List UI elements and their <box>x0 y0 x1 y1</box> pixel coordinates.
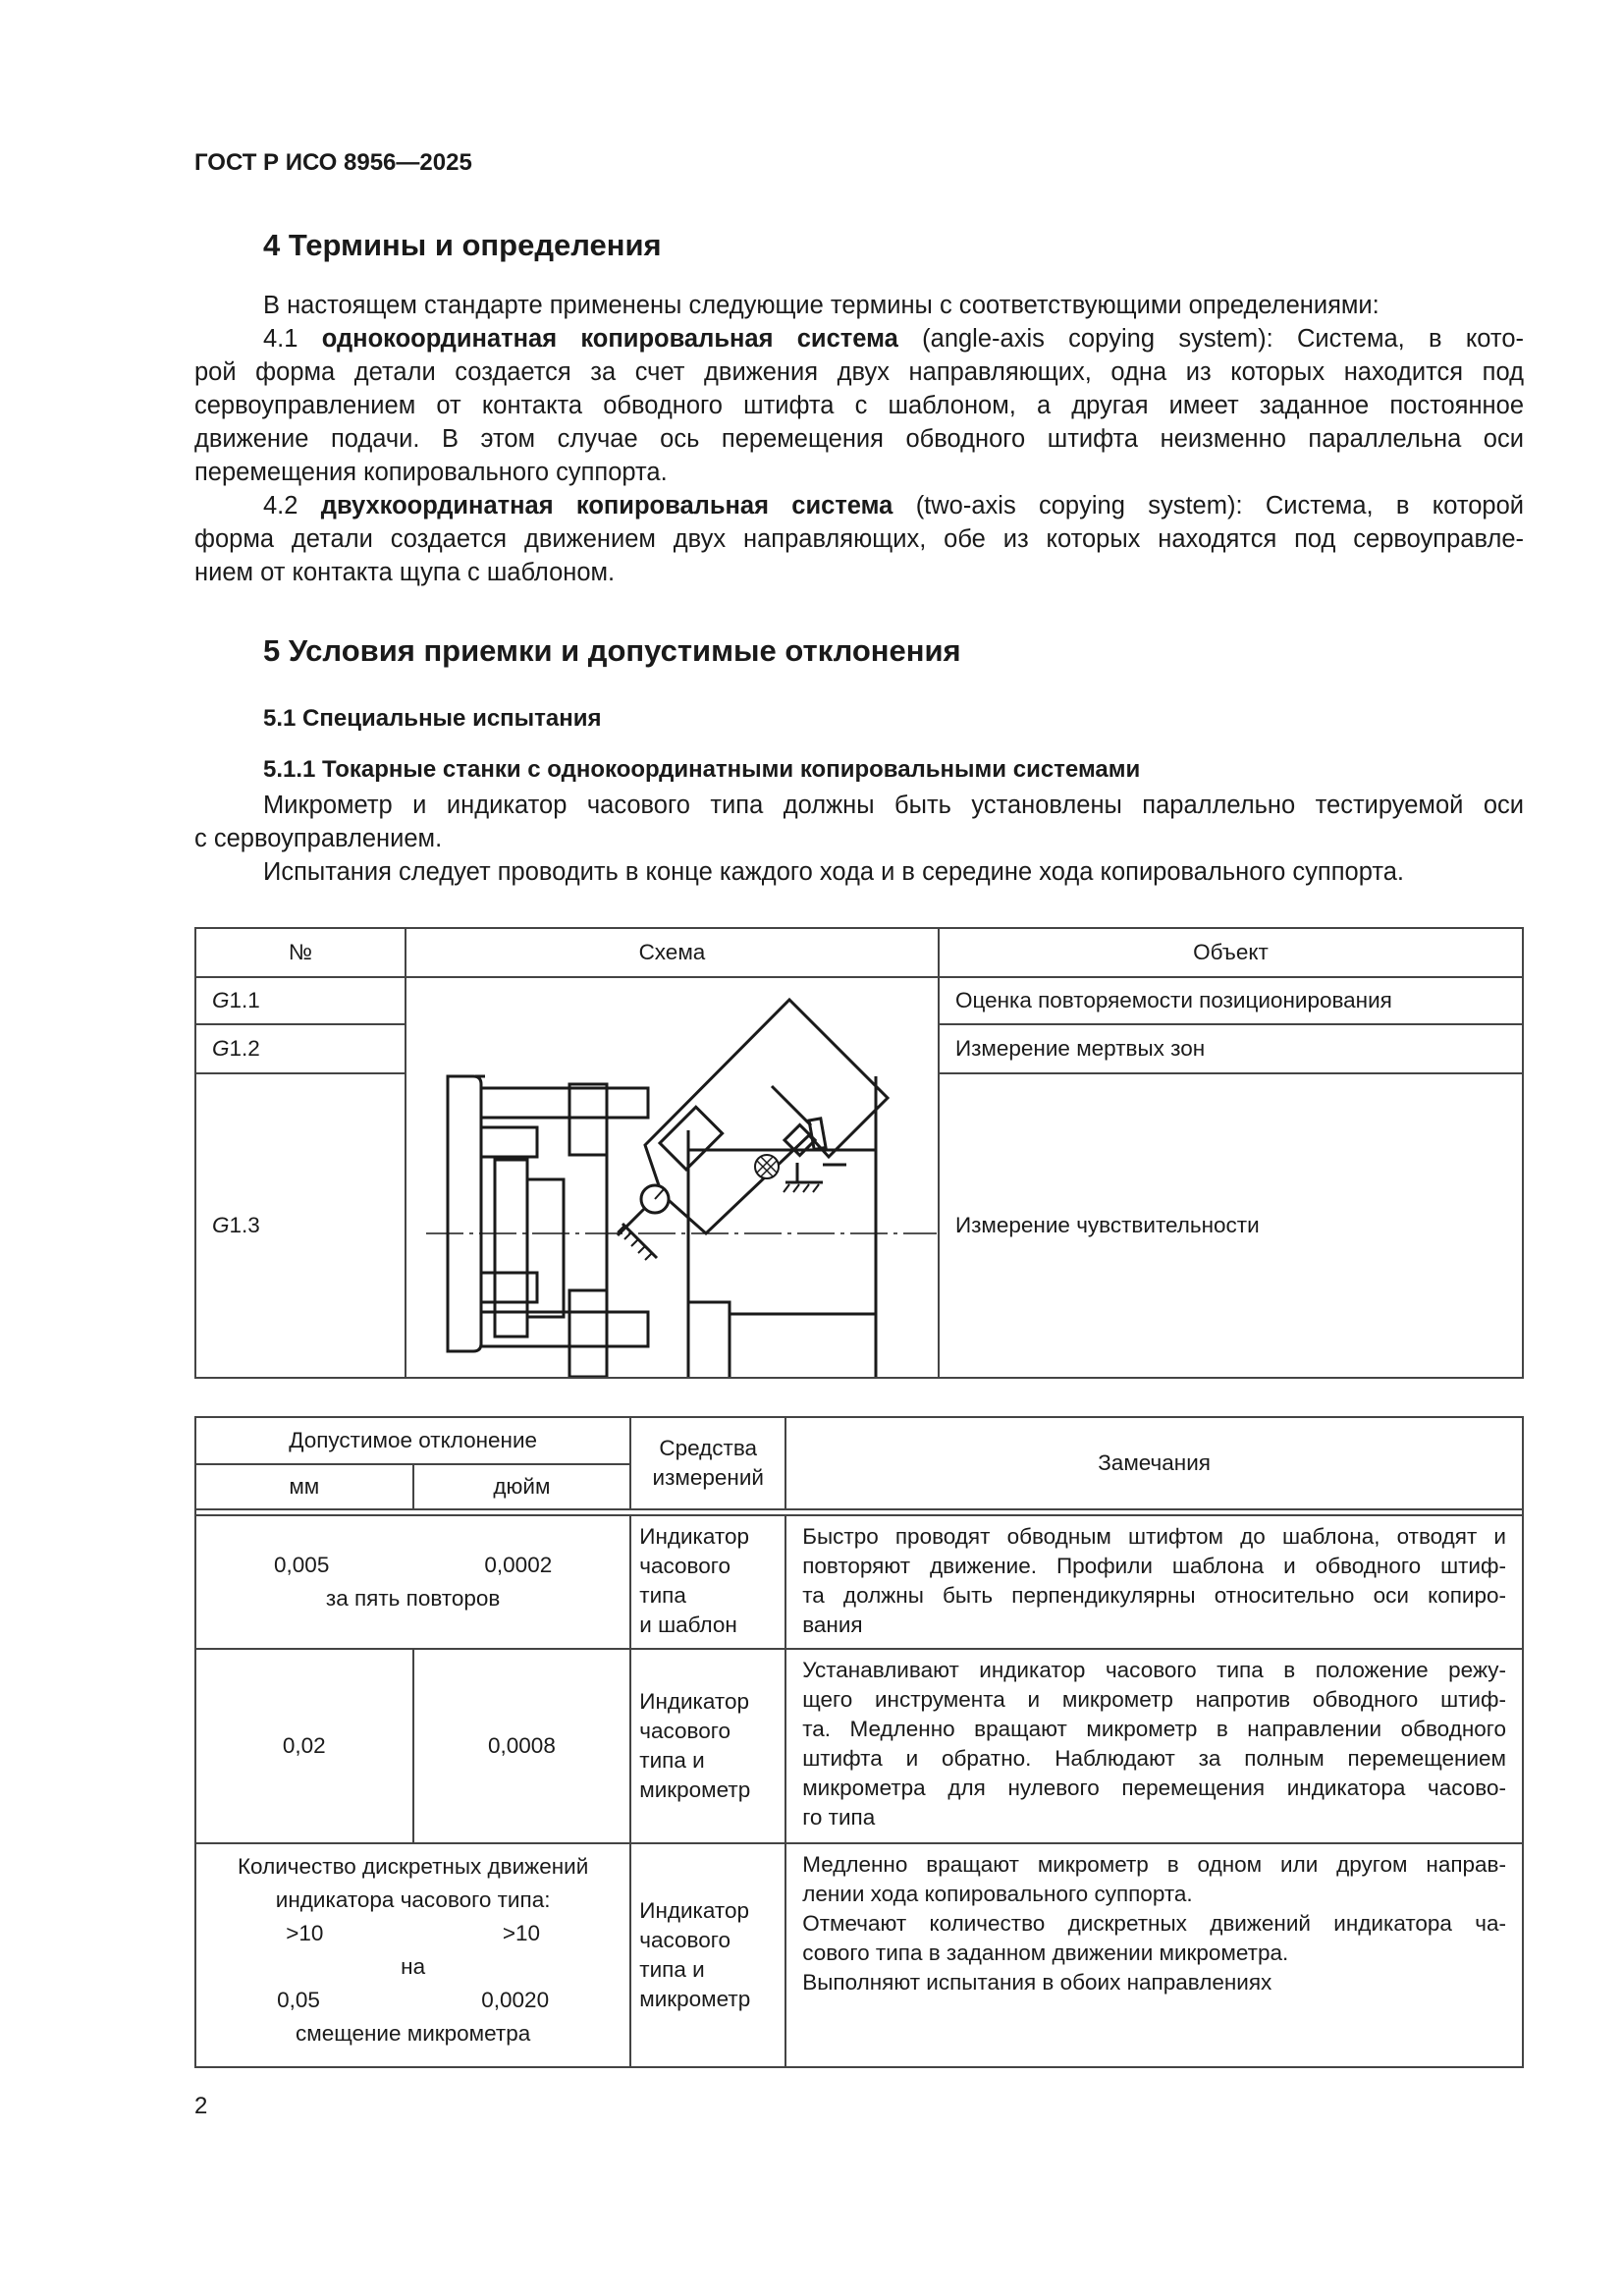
spindle-plate <box>527 1179 564 1317</box>
table-row <box>195 1515 1523 1649</box>
header-scheme: Схема <box>406 928 939 977</box>
tolerance-note: за пять повторов <box>325 1586 501 1611</box>
document-code: ГОСТ Р ИСО 8956—2025 <box>194 149 472 176</box>
tolerance-cell <box>195 1515 630 1649</box>
term-4-1-line: 4.1 однокоординатная копировальная система (angle-axis copying system): Система, в кото- <box>263 325 1524 353</box>
column-lower <box>569 1290 607 1377</box>
notes-cell: Медленно вращают микрометр в одном или другом направ- лении хода копировального суппорта. Отмечают количество дискретных движений индикатора ча- сового типа в заданном движении микрометра. Выполняют испытания в обоих направлениях <box>785 1843 1523 2067</box>
term-4-2-line: форма детали создается движением двух направляющих, обе из которых находятся под сервоуправле- <box>194 525 1524 553</box>
test-number: G1.1 <box>195 977 406 1024</box>
copying-slide <box>645 1000 888 1233</box>
section-5-body <box>194 789 1524 889</box>
header-object: Объект <box>939 928 1523 977</box>
copying-test-diagram <box>406 978 938 1377</box>
intro-line: В настоящем стандарте применены следующие термины с соответствующими определениями: <box>263 292 1380 319</box>
section-4-title: 4 Термины и определения <box>263 228 662 262</box>
means-cell: Индикатор часового типа и микрометр <box>630 1843 785 2067</box>
tolerance-inch: 0,0008 <box>413 1649 631 1843</box>
section-5-title: 5 Условия приемки и допустимые отклонения <box>263 633 961 668</box>
term-4-1-line: рой форма детали создается за счет движения двух направляющих, одна из которых находится под <box>194 358 1524 386</box>
means-cell: Индикатор часового типа и шаблон <box>630 1515 785 1649</box>
test-number: G1.2 <box>195 1024 406 1073</box>
subsection-5-1-title: 5.1 Специальные испытания <box>263 705 602 732</box>
tolerance-inch: 0,0002 <box>484 1553 553 1577</box>
tolerance-mm: 0,02 <box>195 1649 413 1843</box>
table-row <box>195 977 1523 1024</box>
tailstock-block <box>688 1302 730 1377</box>
test-object: Измерение мертвых зон <box>939 1024 1523 1073</box>
header-means: Средства измерений <box>630 1417 785 1509</box>
header-mm: мм <box>195 1464 413 1509</box>
paragraph-line: Микрометр и индикатор часового типа должны быть установлены параллельно тестируемой оси <box>263 792 1524 819</box>
paragraph-line: с сервоуправлением. <box>194 825 443 852</box>
tolerance-table <box>194 1416 1524 2068</box>
tolerance-mm: 0,005 <box>274 1553 330 1577</box>
table-row <box>195 1843 1523 2067</box>
test-object: Оценка повторяемости позиционирования <box>939 977 1523 1024</box>
subsection-5-1-1-title: 5.1.1 Токарные станки с однокоординатными копировальными системами <box>263 756 1141 783</box>
page-number: 2 <box>194 2093 208 2119</box>
table-header-row <box>195 1417 1523 1464</box>
section-4-body <box>194 289 1524 589</box>
column-upper <box>569 1084 607 1155</box>
notes-cell: Устанавливают индикатор часового типа в положение режу- щего инструмента и микрометр напротив обводного штиф- та. Медленно вращают микрометр в направлении обводного штифта и обратно. Наблюдают за полным перемещением микрометра для нулевого перемещения индикатора часово- го типа <box>785 1649 1523 1843</box>
header-number: № <box>195 928 406 977</box>
table-header-row <box>195 928 1523 977</box>
test-number: G1.3 <box>195 1073 406 1378</box>
term-4-2-line: нием от контакта щупа с шаблоном. <box>194 559 616 586</box>
table-row <box>195 1649 1523 1843</box>
notes-cell: Быстро проводят обводным штифтом до шаблона, отводят и повторяют движение. Профили шаблона и обводного штиф- та должны быть перпендикулярны относительно оси копиро- вания <box>785 1515 1523 1649</box>
test-scheme-table <box>194 927 1524 1379</box>
term-4-2-line: 4.2 двухкоординатная копировальная система (two-axis copying system): Система, в которой <box>263 492 1525 519</box>
stylus-holder <box>660 1107 723 1170</box>
chuck-body <box>448 1076 481 1351</box>
term-4-1-line: сервоуправлением от контакта обводного штифта с шаблоном, а другая имеет заданное постоянное <box>194 392 1524 419</box>
template <box>755 1155 779 1178</box>
term-4-1-line: перемещения копировального суппорта. <box>194 459 668 486</box>
header-notes: Замечания <box>785 1417 1523 1509</box>
tolerance-cell: Количество дискретных движений индикатора часового типа: >10 >10 на 0,05 0,0020 смещение микрометра <box>195 1843 630 2067</box>
spindle-top-block <box>481 1088 648 1118</box>
paragraph-line: Испытания следует проводить в конце каждого хода и в середине хода копировального суппорта. <box>263 858 1405 886</box>
term-4-1-line: движение подачи. В этом случае ось перемещения обводного штифта неизменно параллельна оси <box>194 425 1524 453</box>
scheme-cell <box>406 977 939 1378</box>
test-object: Измерение чувствительности <box>939 1073 1523 1378</box>
means-cell: Индикатор часового типа и микрометр <box>630 1649 785 1843</box>
header-inch: дюйм <box>413 1464 631 1509</box>
header-tolerance: Допустимое отклонение <box>195 1417 630 1464</box>
